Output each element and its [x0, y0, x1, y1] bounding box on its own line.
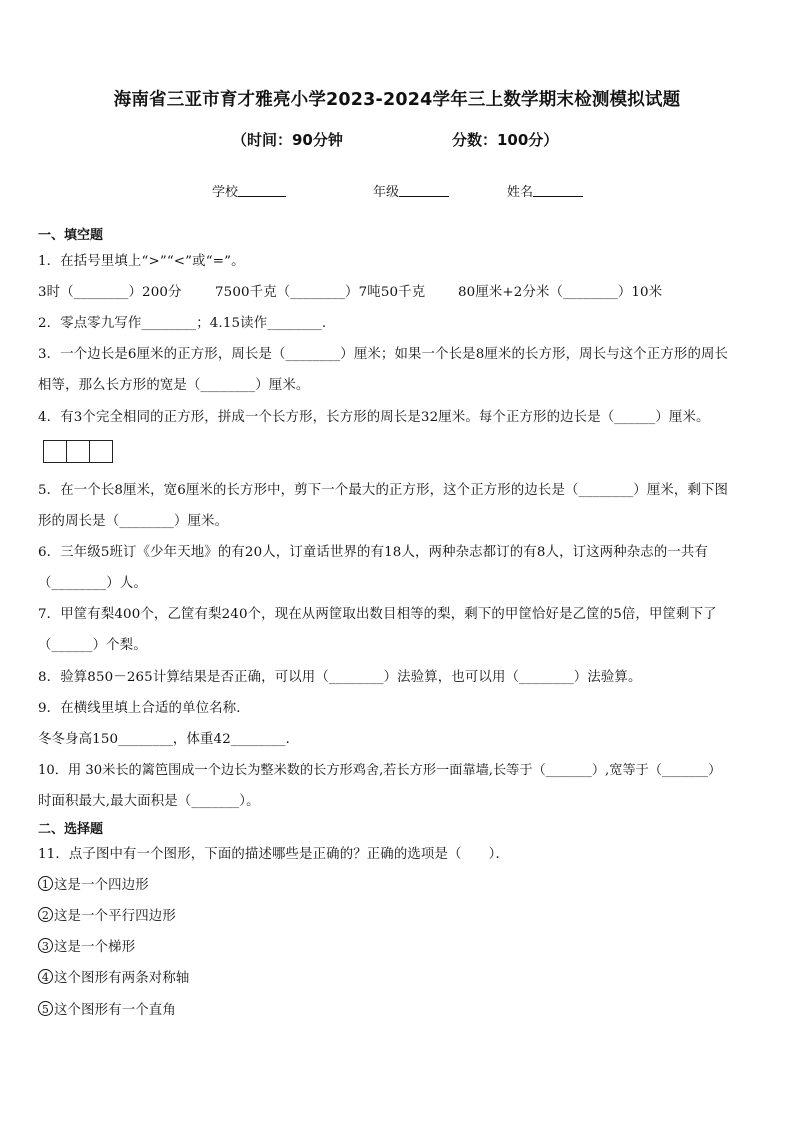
section-choice-heading: 二、选择题: [38, 822, 104, 837]
option-text: 这是一个梯形: [54, 940, 136, 955]
question-1b: 7500千克（________）7吨50千克: [215, 285, 426, 300]
question-10-line1: 10．用 30米长的篱笆围成一个边长为整米数的长方形鸡舍,若长方形一面靠墙,长等于（_______）,宽等于（_______）: [38, 763, 722, 778]
page-title: 海南省三亚市育才雅亮小学2023-2024学年三上数学期末检测模拟试题: [113, 90, 681, 110]
exam-time: （时间：90分钟: [232, 131, 343, 149]
option-2[interactable]: [38, 905, 176, 924]
question-3-line2: 相等，那么长方形的宽是（________）厘米。: [38, 378, 310, 393]
option-number: 4: [38, 969, 53, 984]
question-11: 11．点子图中有一个图形，下面的描述哪些是正确的？正确的选项是（ ）．: [38, 847, 510, 862]
square: [44, 441, 67, 462]
option-text: 这个图形有两条对称轴: [54, 971, 190, 986]
option-text: 这是一个平行四边形: [54, 909, 176, 924]
option-1[interactable]: [38, 874, 149, 893]
question-5-line1: 5．在一个长8厘米，宽6厘米的长方形中，剪下一个最大的正方形，这个正方形的边长是（________）厘米，剩下图: [38, 483, 729, 498]
question-6-line1: 6．三年级5班订《少年天地》的有20人，订童话世界的有18人，两种杂志都订的有8人，订这两种杂志的一共有: [38, 545, 709, 560]
option-number: 1: [38, 876, 53, 891]
exam-score: 分数：100分）: [452, 131, 559, 149]
question-10-line2: 时面积最大,最大面积是（_______）。: [38, 794, 260, 809]
school-blank[interactable]: [238, 184, 286, 197]
grade-label: 年级: [373, 185, 400, 200]
question-7-line2: （______）个梨。: [38, 638, 147, 653]
question-4: 4．有3个完全相同的正方形，拼成一个长方形，长方形的周长是32厘米。每个正方形的边长是（______）厘米。: [38, 410, 710, 425]
question-9: 9．在横线里填上合适的单位名称．: [38, 701, 250, 716]
grade-blank[interactable]: [399, 184, 449, 197]
school-label: 学校: [212, 185, 239, 200]
option-number: 5: [38, 1001, 53, 1016]
option-text: 这是一个四边形: [54, 878, 149, 893]
option-number: 3: [38, 938, 53, 953]
question-1c: 80厘米+2分米（________）10米: [458, 285, 663, 300]
name-field: [507, 181, 583, 200]
three-squares-figure: [43, 440, 113, 463]
question-3-line1: 3．一个边长是6厘米的正方形，周长是（________）厘米；如果一个长是8厘米的长方形，周长与这个正方形的周长: [38, 347, 729, 362]
square: [90, 441, 112, 462]
square: [67, 441, 90, 462]
option-5[interactable]: [38, 999, 176, 1018]
option-number: 2: [38, 907, 53, 922]
school-field: [212, 181, 286, 200]
question-5-line2: 形的周长是（________）厘米。: [38, 514, 229, 529]
question-2: 2．零点零九写作________；4.15读作________．: [38, 316, 336, 331]
question-6-line2: （________）人。: [38, 576, 147, 591]
question-8: 8．验算850－265计算结果是否正确，可以用（________）法验算，也可以用（________）法验算。: [38, 670, 642, 685]
grade-field: [373, 181, 449, 200]
option-3[interactable]: [38, 936, 135, 955]
question-9-blanks: 冬冬身高150________，体重42________．: [38, 732, 300, 747]
name-label: 姓名: [507, 185, 534, 200]
section-fill-heading: 一、填空题: [38, 228, 104, 243]
option-text: 这个图形有一个直角: [54, 1003, 176, 1018]
question-1: 1．在括号里填上“>”“<”或“=”。: [38, 254, 245, 269]
question-7-line1: 7．甲筐有梨400个，乙筐有梨240个，现在从两筐取出数目相等的梨，剩下的甲筐恰好是乙筐的5倍，甲筐剩下了: [38, 607, 717, 622]
question-1a: 3时（________）200分: [38, 285, 182, 300]
option-4[interactable]: [38, 967, 189, 986]
name-blank[interactable]: [533, 184, 583, 197]
